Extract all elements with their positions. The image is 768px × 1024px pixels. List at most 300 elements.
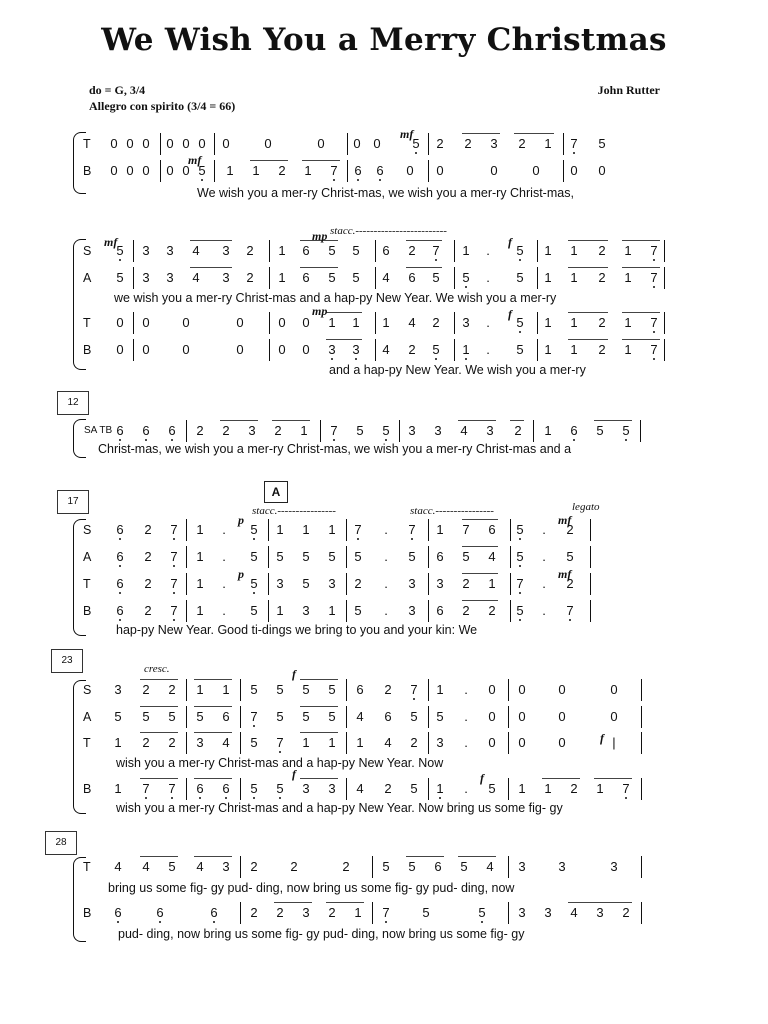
voice-label: T xyxy=(83,859,91,874)
note-number: 1 xyxy=(570,270,578,285)
note-number: 0 xyxy=(126,136,134,151)
barline xyxy=(269,312,270,334)
note-number: 0 xyxy=(182,136,190,151)
barline xyxy=(186,600,187,622)
note-number: 3 xyxy=(436,576,444,591)
octave-dot-below xyxy=(173,538,175,540)
barline xyxy=(590,600,591,622)
beam-line xyxy=(568,312,608,313)
note-number: 5 xyxy=(328,549,336,564)
note-number: 2 xyxy=(598,243,606,258)
barline xyxy=(372,856,373,878)
measure-number-box: 12 xyxy=(57,391,89,415)
note-number: 1 xyxy=(352,315,360,330)
note-number: 3 xyxy=(462,315,470,330)
note-number: 1 xyxy=(544,315,552,330)
barline xyxy=(641,679,642,701)
octave-dot-below xyxy=(653,358,655,360)
note-number: 5 xyxy=(302,709,310,724)
beam-line xyxy=(568,267,608,268)
note-number: 0 xyxy=(116,315,124,330)
note-number: 5 xyxy=(598,136,606,151)
note-number: 6 xyxy=(222,709,230,724)
note-number: 4 xyxy=(142,859,150,874)
note-number: 1 xyxy=(624,243,632,258)
barline xyxy=(346,573,347,595)
note-number: 3 xyxy=(328,781,336,796)
note-number: 0 xyxy=(116,342,124,357)
note-number: 4 xyxy=(192,270,200,285)
note-number: . xyxy=(464,709,468,724)
note-number: 7 xyxy=(432,243,440,258)
note-number: 7 xyxy=(570,136,578,151)
barline xyxy=(510,546,511,568)
barline xyxy=(537,339,538,361)
barline xyxy=(160,160,161,182)
note-number: 0 xyxy=(406,163,414,178)
octave-dot-below xyxy=(119,619,121,621)
note-number: 5 xyxy=(408,549,416,564)
beam-line xyxy=(194,778,232,779)
beam-line xyxy=(622,240,660,241)
beam-line xyxy=(326,339,362,340)
note-number: 6 xyxy=(302,243,310,258)
beam-line xyxy=(140,679,178,680)
barline xyxy=(508,778,509,800)
note-number: 5 xyxy=(516,315,524,330)
note-number: 0 xyxy=(558,682,566,697)
note-number: 6 xyxy=(384,709,392,724)
beam-line xyxy=(300,778,338,779)
barline xyxy=(240,778,241,800)
octave-dot-below xyxy=(145,797,147,799)
beam-line xyxy=(302,160,340,161)
barline xyxy=(375,240,376,262)
note-number: 3 xyxy=(166,243,174,258)
note-number: 3 xyxy=(196,735,204,750)
note-number: . xyxy=(222,549,226,564)
note-number: 1 xyxy=(570,243,578,258)
measure-number-box: 17 xyxy=(57,490,89,514)
note-number: 2 xyxy=(354,576,362,591)
note-number: 5 xyxy=(114,709,122,724)
barline xyxy=(133,339,134,361)
note-number: 2 xyxy=(514,423,522,438)
barline xyxy=(590,573,591,595)
note-number: 5 xyxy=(596,423,604,438)
note-number: 6 xyxy=(434,859,442,874)
barline xyxy=(346,546,347,568)
note-number: 7 xyxy=(170,549,178,564)
lyrics-line: wish you a mer-ry Christ-mas and a hap-py New Year. Now xyxy=(116,755,444,770)
octave-dot-below xyxy=(625,439,627,441)
note-number: 7 xyxy=(650,243,658,258)
note-number: 2 xyxy=(246,270,254,285)
note-number: 0 xyxy=(110,136,118,151)
note-number: 5 xyxy=(168,859,176,874)
note-number: 7 xyxy=(462,522,470,537)
dynamic-marking: mp xyxy=(312,304,328,318)
note-number: 5 xyxy=(250,576,258,591)
barline xyxy=(347,160,348,182)
octave-dot-below xyxy=(653,331,655,333)
barline xyxy=(428,573,429,595)
note-number: 4 xyxy=(222,735,230,750)
note-number: 2 xyxy=(384,682,392,697)
note-number: . xyxy=(222,522,226,537)
note-number: 1 xyxy=(462,342,470,357)
dynamic-marking: f xyxy=(292,667,296,681)
note-number: 1 xyxy=(114,735,122,750)
octave-dot-below xyxy=(573,439,575,441)
lyrics-line: bring us some fig- gy pud- ding, now bring us some fig- gy pud- ding, now xyxy=(108,880,515,895)
note-number: 1 xyxy=(544,423,552,438)
barline xyxy=(508,856,509,878)
barline xyxy=(320,420,321,442)
note-number: 5 xyxy=(436,709,444,724)
note-number: 7 xyxy=(566,603,574,618)
note-number: 1 xyxy=(328,603,336,618)
beam-line xyxy=(140,778,178,779)
barline xyxy=(664,339,665,361)
dynamic-marking: f xyxy=(292,767,296,781)
barline xyxy=(268,600,269,622)
note-number: 5 xyxy=(354,549,362,564)
note-number: 4 xyxy=(460,423,468,438)
note-number: 6 xyxy=(382,243,390,258)
note-number: 6 xyxy=(354,163,362,178)
note-number: 0 xyxy=(490,163,498,178)
voice-label: SA TB xyxy=(84,425,113,436)
note-number: 1 xyxy=(302,735,310,750)
beam-line xyxy=(326,312,362,313)
note-number: 1 xyxy=(570,342,578,357)
expression-marking: cresc. xyxy=(144,663,170,675)
octave-dot-below xyxy=(415,152,417,154)
note-number: 7 xyxy=(408,522,416,537)
note-number: 4 xyxy=(192,243,200,258)
note-number: . xyxy=(542,603,546,618)
octave-dot-below xyxy=(253,592,255,594)
voice-label: B xyxy=(83,342,92,357)
dynamic-marking: mf xyxy=(558,567,572,581)
note-number: 2 xyxy=(250,859,258,874)
note-number: 7 xyxy=(330,423,338,438)
note-number: 5 xyxy=(356,423,364,438)
key-meter-line: do = G, 3/4 xyxy=(89,83,146,97)
octave-dot-below xyxy=(213,921,215,923)
note-number: 3 xyxy=(610,859,618,874)
note-number: 7 xyxy=(142,781,150,796)
note-number: 2 xyxy=(144,522,152,537)
barline xyxy=(214,133,215,155)
barline xyxy=(269,339,270,361)
barline xyxy=(641,856,642,878)
expression-marking: stacc.------------------------- xyxy=(330,225,447,237)
barline xyxy=(508,732,509,754)
expression-marking: stacc.---------------- xyxy=(252,505,336,517)
dynamic-marking: p xyxy=(238,513,244,527)
beam-line xyxy=(250,160,288,161)
note-number: 0 xyxy=(488,735,496,750)
dynamic-marking: p xyxy=(238,567,244,581)
octave-dot-below xyxy=(145,439,147,441)
beam-line xyxy=(140,856,178,857)
octave-dot-below xyxy=(653,259,655,261)
octave-dot-below xyxy=(481,921,483,923)
note-number: 3 xyxy=(222,243,230,258)
beam-line xyxy=(462,519,498,520)
lyrics-line: we wish you a mer-ry Christ-mas and a hap-py New Year. We wish you a mer-ry xyxy=(114,290,557,305)
note-number: 1 xyxy=(278,243,286,258)
beam-line xyxy=(300,267,338,268)
barline xyxy=(240,902,241,924)
octave-dot-below xyxy=(519,619,521,621)
barline xyxy=(454,312,455,334)
barline xyxy=(186,679,187,701)
voice-label: S xyxy=(83,682,92,697)
note-number: 5 xyxy=(382,859,390,874)
dynamic-marking: mp xyxy=(312,229,328,243)
octave-dot-below xyxy=(519,565,521,567)
note-number: 7 xyxy=(650,270,658,285)
beam-line xyxy=(568,240,608,241)
barline xyxy=(508,902,509,924)
note-number: 0 xyxy=(264,136,272,151)
barline xyxy=(428,160,429,182)
note-number: 0 xyxy=(142,136,150,151)
note-number: 4 xyxy=(114,859,122,874)
note-number: 2 xyxy=(598,342,606,357)
note-number: . xyxy=(486,315,490,330)
note-number: 4 xyxy=(488,549,496,564)
note-number: 1 xyxy=(544,342,552,357)
voice-label: T xyxy=(83,576,91,591)
voice-label: T xyxy=(83,136,91,151)
note-number: 5 xyxy=(354,603,362,618)
octave-dot-below xyxy=(379,179,381,181)
dynamic-marking: f xyxy=(480,771,484,785)
octave-dot-below xyxy=(413,698,415,700)
note-number: 5 xyxy=(460,859,468,874)
barline xyxy=(508,706,509,728)
barline xyxy=(428,546,429,568)
octave-dot-below xyxy=(119,565,121,567)
note-number: . xyxy=(384,549,388,564)
note-number: 5 xyxy=(516,243,524,258)
octave-dot-below xyxy=(199,797,201,799)
note-number: 0 xyxy=(142,342,150,357)
beam-line xyxy=(568,339,608,340)
beam-line xyxy=(406,856,444,857)
note-number: 0 xyxy=(126,163,134,178)
note-number: 5 xyxy=(622,423,630,438)
note-number: 3 xyxy=(222,270,230,285)
note-number: 5 xyxy=(412,136,420,151)
note-number: 1 xyxy=(328,522,336,537)
note-number: 4 xyxy=(356,781,364,796)
barline xyxy=(269,240,270,262)
note-number: 2 xyxy=(290,859,298,874)
note-number: 5 xyxy=(198,163,206,178)
note-number: 7 xyxy=(276,735,284,750)
barline xyxy=(186,420,187,442)
note-number: 0 xyxy=(373,136,381,151)
barline xyxy=(240,706,241,728)
beam-line xyxy=(594,902,632,903)
note-number: 2 xyxy=(222,423,230,438)
octave-dot-below xyxy=(253,725,255,727)
voice-label: A xyxy=(83,709,92,724)
beam-line xyxy=(140,706,178,707)
barline xyxy=(537,240,538,262)
note-number: 1 xyxy=(328,315,336,330)
note-number: 5 xyxy=(410,709,418,724)
note-number: 5 xyxy=(566,549,574,564)
note-number: 0 xyxy=(110,163,118,178)
note-number: 3 xyxy=(436,735,444,750)
note-number: 7 xyxy=(250,709,258,724)
beam-line xyxy=(542,778,580,779)
octave-dot-below xyxy=(117,921,119,923)
beam-line xyxy=(194,856,232,857)
note-number: 5 xyxy=(462,549,470,564)
beam-line xyxy=(274,902,312,903)
barline xyxy=(510,573,511,595)
note-number: 0 xyxy=(532,163,540,178)
note-number: 2 xyxy=(622,905,630,920)
octave-dot-below xyxy=(171,439,173,441)
note-number: 1 xyxy=(196,549,204,564)
note-number: 3 xyxy=(558,859,566,874)
barline xyxy=(537,312,538,334)
note-number: 3 xyxy=(142,270,150,285)
octave-dot-below xyxy=(435,358,437,360)
note-number: 0 xyxy=(610,682,618,697)
note-number: 2 xyxy=(328,905,336,920)
barline xyxy=(240,679,241,701)
barline xyxy=(428,519,429,541)
note-number: 5 xyxy=(408,859,416,874)
note-number: 0 xyxy=(198,136,206,151)
note-number: 3 xyxy=(408,423,416,438)
octave-dot-below xyxy=(357,179,359,181)
note-number: 0 xyxy=(353,136,361,151)
beam-line xyxy=(300,706,338,707)
note-number: 6 xyxy=(116,576,124,591)
note-number: 1 xyxy=(226,163,234,178)
note-number: 5 xyxy=(382,423,390,438)
note-number: 7 xyxy=(650,315,658,330)
note-number: 2 xyxy=(570,781,578,796)
note-number: 6 xyxy=(376,163,384,178)
octave-dot-below xyxy=(173,592,175,594)
octave-dot-below xyxy=(519,538,521,540)
barline xyxy=(133,240,134,262)
note-number: 6 xyxy=(114,905,122,920)
note-number: 2 xyxy=(144,549,152,564)
note-number: 6 xyxy=(210,905,218,920)
note-number: 3 xyxy=(490,136,498,151)
note-number: 7 xyxy=(622,781,630,796)
note-number: . xyxy=(222,576,226,591)
voice-label: A xyxy=(83,270,92,285)
note-number: 2 xyxy=(464,136,472,151)
barline xyxy=(186,778,187,800)
beam-line xyxy=(622,339,660,340)
note-number: 1 xyxy=(276,522,284,537)
barline xyxy=(346,519,347,541)
note-number: 5 xyxy=(488,781,496,796)
note-number: 1 xyxy=(382,315,390,330)
voice-label: B xyxy=(83,905,92,920)
note-number: 6 xyxy=(488,522,496,537)
note-number: 0 xyxy=(518,709,526,724)
dynamic-marking: f xyxy=(508,235,512,249)
barline xyxy=(533,420,534,442)
barline xyxy=(375,312,376,334)
barline xyxy=(563,133,564,155)
note-number: 3 xyxy=(328,342,336,357)
voice-label: A xyxy=(83,549,92,564)
note-number: 4 xyxy=(196,859,204,874)
lyrics-line: and a hap-py New Year. We wish you a mer-ry xyxy=(329,362,586,377)
barline xyxy=(399,420,400,442)
barline xyxy=(375,339,376,361)
expression-marking: legato xyxy=(572,501,600,513)
note-number: 1 xyxy=(304,163,312,178)
barline xyxy=(641,732,642,754)
note-number: 1 xyxy=(624,342,632,357)
note-number: 3 xyxy=(166,270,174,285)
note-number: 5 xyxy=(196,709,204,724)
note-number: 7 xyxy=(382,905,390,920)
note-number: 6 xyxy=(116,423,124,438)
note-number: 1 xyxy=(328,735,336,750)
octave-dot-below xyxy=(569,619,571,621)
note-number: 1 xyxy=(624,270,632,285)
beam-line xyxy=(326,902,364,903)
note-number: 4 xyxy=(408,315,416,330)
note-number: 6 xyxy=(222,781,230,796)
barline xyxy=(428,778,429,800)
note-number: 6 xyxy=(116,549,124,564)
barline xyxy=(641,778,642,800)
note-number: 3 xyxy=(518,905,526,920)
note-number: 0 xyxy=(142,163,150,178)
note-number: 5 xyxy=(516,522,524,537)
note-number: 3 xyxy=(302,905,310,920)
note-number: . xyxy=(486,243,490,258)
note-number: 7 xyxy=(330,163,338,178)
octave-dot-below xyxy=(173,565,175,567)
note-number: 7 xyxy=(170,522,178,537)
beam-line xyxy=(300,732,338,733)
dynamic-marking: f xyxy=(600,731,604,745)
barline xyxy=(133,267,134,289)
lyrics-line: pud- ding, now bring us some fig- gy pud- ding, now bring us some fig- gy xyxy=(118,926,525,941)
note-number: 0 xyxy=(182,342,190,357)
note-number: 1 xyxy=(302,522,310,537)
note-number: 2 xyxy=(432,315,440,330)
barline xyxy=(664,240,665,262)
barline xyxy=(375,267,376,289)
barline xyxy=(641,706,642,728)
note-number: 1 xyxy=(276,603,284,618)
barline xyxy=(664,312,665,334)
note-number: 1 xyxy=(196,682,204,697)
note-number: . xyxy=(384,603,388,618)
